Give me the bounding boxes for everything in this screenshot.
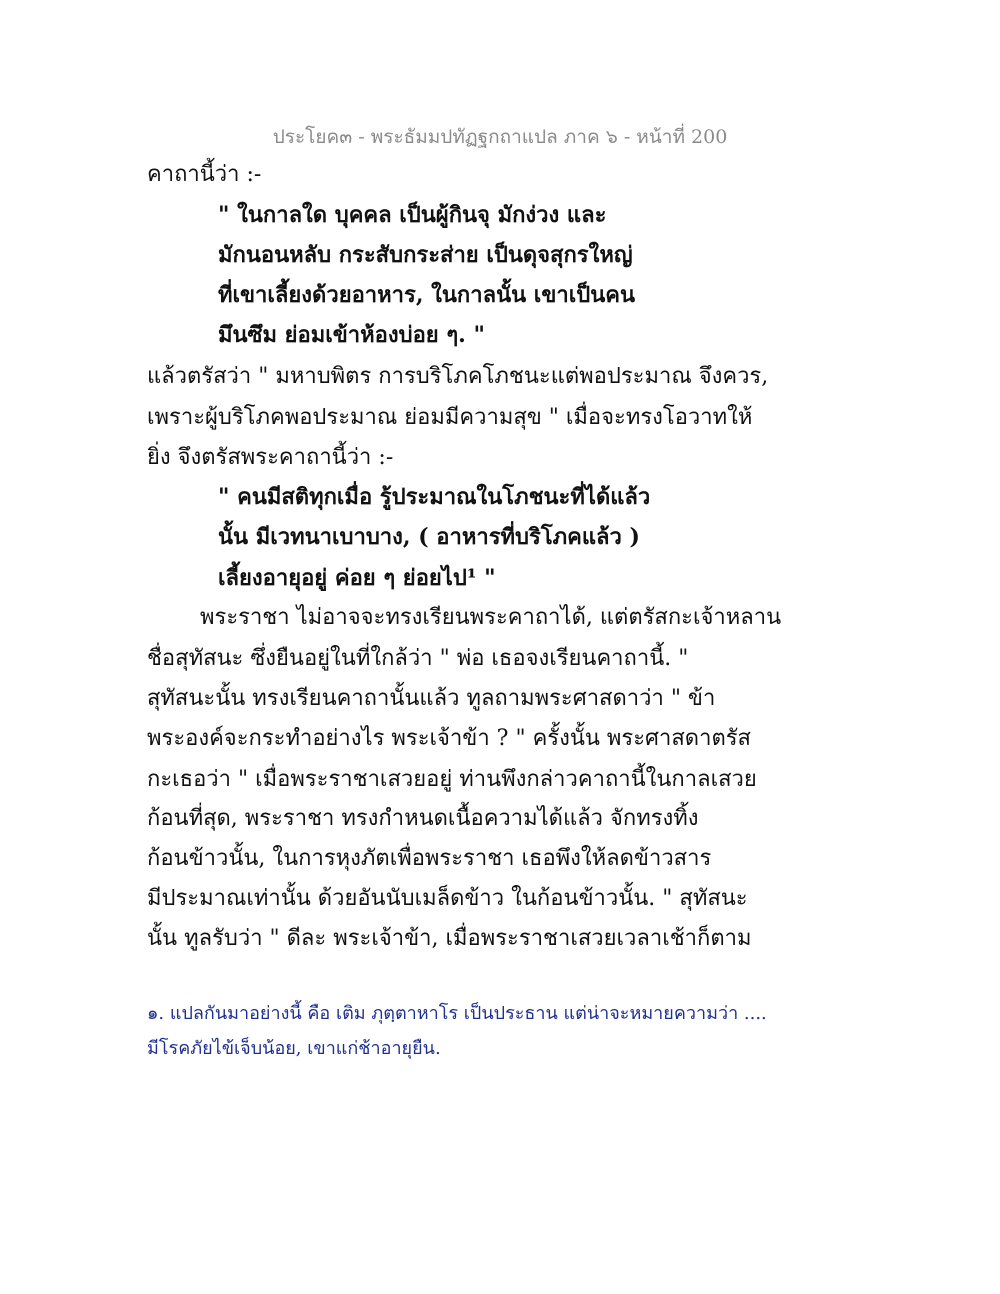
verse-line: นั้น มีเวทนาเบาบาง, ( อาหารที่บริโภคแล้ว ) <box>218 524 640 550</box>
text-line: นั้น ทูลรับว่า " ดีละ พระเจ้าข้า, เมื่อพระราชาเสวยเวลาเช้าก็ตาม <box>147 926 752 951</box>
text-line: ก้อนข้าวนั้น, ในการหุงภัตเพื่อพระราชา เธอพึงให้ลดข้าวสาร <box>147 846 712 871</box>
verse-line: เลี้ยงอายุอยู่ ค่อย ๆ ย่อยไป¹ " <box>218 565 496 591</box>
text-line: มีประมาณเท่านั้น ด้วยอันนับเมล็ดข้าว ในก้อนข้าวนั้น. " สุทัสนะ <box>147 886 748 911</box>
verse-line: มักนอนหลับ กระสับกระส่าย เป็นดุจสุกรใหญ่ <box>218 242 633 268</box>
text-line: ชื่อสุทัสนะ ซึ่งยืนอยู่ในที่ใกล้ว่า " พ่อ เธอจงเรียนคาถานี้. " <box>147 646 689 671</box>
verse-line: " คนมีสติทุกเมื่อ รู้ประมาณในโภชนะที่ได้แล้ว <box>218 484 651 510</box>
footnote-line: มีโรคภัยไข้เจ็บน้อย, เขาแก่ช้าอายุยืน. <box>147 1038 441 1059</box>
footnote-line: ๑. แปลกันมาอย่างนี้ คือ เติม ภุตฺตาหาโร เป็นประธาน แต่น่าจะหมายความว่า .... <box>147 1003 767 1024</box>
running-header: ประโยค๓ - พระธัมมปทัฏฐกถาแปล ภาค ๖ - หน้าที่ 200 <box>272 126 728 148</box>
text-line: เพราะผู้บริโภคพอประมาณ ย่อมมีความสุข " เมื่อจะทรงโอวาทให้ <box>147 405 753 430</box>
verse-line: มึนซึม ย่อมเข้าห้องบ่อย ๆ. " <box>218 322 485 348</box>
text-line: กะเธอว่า " เมื่อพระราชาเสวยอยู่ ท่านพึงกล่าวคาถานี้ในกาลเสวย <box>147 767 757 792</box>
text-line: สุทัสนะนั้น ทรงเรียนคาถานั้นแล้ว ทูลถามพระศาสดาว่า " ข้า <box>147 686 716 711</box>
paragraph-start-line: พระราชา ไม่อาจจะทรงเรียนพระคาถาได้, แต่ตรัสกะเจ้าหลาน <box>200 605 782 630</box>
text-line: คาถานี้ว่า :- <box>147 162 262 187</box>
text-line: ก้อนที่สุด, พระราชา ทรงกำหนดเนื้อความได้แล้ว จักทรงทิ้ง <box>147 806 699 831</box>
text-line: พระองค์จะกระทำอย่างไร พระเจ้าข้า ? " ครั้งนั้น พระศาสดาตรัส <box>147 726 751 751</box>
text-line: แล้วตรัสว่า " มหาบพิตร การบริโภคโภชนะแต่พอประมาณ จึงควร, <box>147 364 769 389</box>
text-line: ยิ่ง จึงตรัสพระคาถานี้ว่า :- <box>147 445 394 470</box>
verse-line: ที่เขาเลี้ยงด้วยอาหาร, ในกาลนั้น เขาเป็นคน <box>218 282 636 308</box>
verse-line: " ในกาลใด บุคคล เป็นผู้กินจุ มักง่วง และ <box>218 202 607 228</box>
